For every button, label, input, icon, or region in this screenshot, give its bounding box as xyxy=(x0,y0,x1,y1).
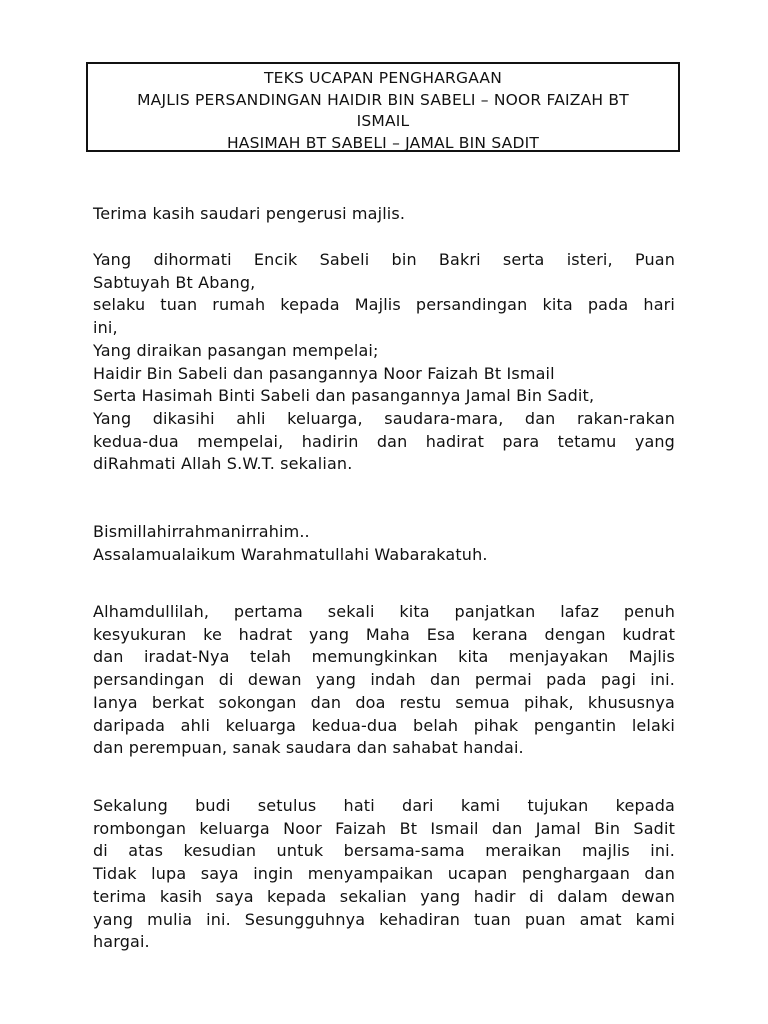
title-line-4: HASIMAH BT SABELI – JAMAL BIN SADIT xyxy=(226,133,540,152)
paragraph1-line-4: persandingan di dewan yang indah dan permai pada pagi ini. xyxy=(93,670,675,690)
body-paragraph-1 xyxy=(93,601,675,760)
salutation-line-2: Sabtuyah Bt Abang, xyxy=(93,272,256,292)
title-line-3: ISMAIL xyxy=(356,112,410,130)
greeting-line-2: Assalamualaikum Warahmatullahi Wabarakatuh. xyxy=(93,544,488,564)
paragraph2-line-7: hargai. xyxy=(93,932,150,952)
salutation-line-5: Yang diraikan pasangan mempelai; xyxy=(93,340,379,360)
salutation-paragraph xyxy=(93,249,675,476)
salutation-line-7: Serta Hasimah Binti Sabeli dan pasangannya Jamal Bin Sadit, xyxy=(93,386,595,406)
title-line-2: MAJLIS PERSANDINGAN HAIDIR BIN SABELI – NOOR FAIZAH BT xyxy=(137,90,629,109)
salutation-line-6: Haidir Bin Sabeli dan pasangannya Noor Faizah Bt Ismail xyxy=(93,363,555,383)
paragraph1-line-6: daripada ahli keluarga kedua-dua belah pihak pengantin lelaki xyxy=(93,715,675,735)
paragraph1-line-7: dan perempuan, sanak saudara dan sahabat handai. xyxy=(93,738,524,758)
title-box xyxy=(86,62,680,152)
paragraph2-line-2: rombongan keluarga Noor Faizah Bt Ismail dan Jamal Bin Sadit xyxy=(93,818,675,838)
body-paragraph-2 xyxy=(93,795,675,954)
title-line-1: TEKS UCAPAN PENGHARGAAN xyxy=(263,69,503,87)
paragraph1-line-5: Ianya berkat sokongan dan doa restu semua pihak, khususnya xyxy=(93,692,675,712)
paragraph1-line-1: Alhamdullilah, pertama sekali kita panjatkan lafaz penuh xyxy=(93,602,675,621)
salutation-line-8: Yang dikasihi ahli keluarga, saudara-mara, dan rakan-rakan xyxy=(93,408,675,428)
opening-line: Terima kasih saudari pengerusi majlis. xyxy=(93,204,406,223)
paragraph1-line-3: dan iradat-Nya telah memungkinkan kita menjayakan Majlis xyxy=(93,647,675,667)
paragraph1-line-2: kesyukuran ke hadrat yang Maha Esa kerana dengan kudrat xyxy=(93,624,675,644)
greeting-line-1: Bismillahirrahmanirrahim.. xyxy=(93,522,310,541)
paragraph2-line-3: di atas kesudian untuk bersama-sama meraikan majlis ini. xyxy=(93,841,675,861)
paragraph2-line-6: yang mulia ini. Sesungguhnya kehadiran tuan puan amat kami xyxy=(93,909,675,929)
salutation-line-10: diRahmati Allah S.W.T. sekalian. xyxy=(93,454,353,474)
paragraph2-line-5: terima kasih saya kepada sekalian yang hadir di dalam dewan xyxy=(93,886,675,906)
greeting-paragraph xyxy=(93,521,675,566)
salutation-line-9: kedua-dua mempelai, hadirin dan hadirat para tetamu yang xyxy=(93,431,675,451)
salutation-line-1: Yang dihormati Encik Sabeli bin Bakri serta isteri, Puan xyxy=(93,250,675,269)
opening-line-block xyxy=(93,203,675,226)
paragraph2-line-4: Tidak lupa saya ingin menyampaikan ucapan penghargaan dan xyxy=(93,864,675,884)
paragraph2-line-1: Sekalung budi setulus hati dari kami tujukan kepada xyxy=(93,796,675,815)
salutation-line-3: selaku tuan rumah kepada Majlis persandingan kita pada hari xyxy=(93,295,675,315)
salutation-line-4: ini, xyxy=(93,318,118,338)
